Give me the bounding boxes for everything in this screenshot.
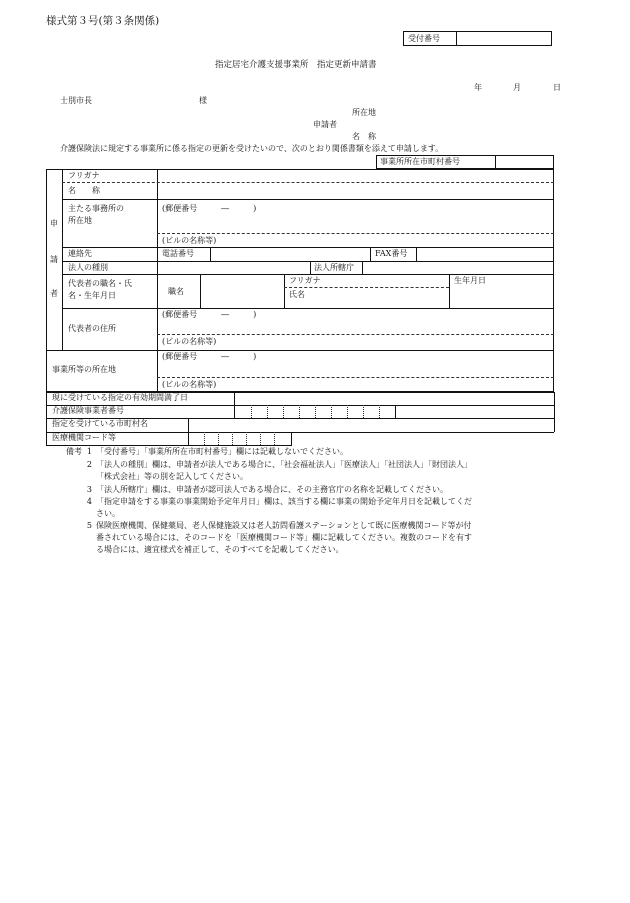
- main-office-label-1: 主たる事務所の: [68, 204, 124, 213]
- facility-postal: (郵便番号 ― ): [162, 352, 257, 361]
- note-5-line-3: る場合には、適宜様式を補正して、そのすべてを記載してください。: [96, 545, 344, 554]
- applicant-address-label: 所在地: [352, 108, 376, 117]
- insurer-number-label: 介護保険事業者番号: [52, 406, 124, 415]
- note-2-line-2: 「株式会社」等の別を記入してください。: [96, 472, 248, 481]
- addressee-mayor: 士別市長: [60, 96, 92, 105]
- addressee-honorific: 様: [199, 96, 207, 105]
- designating-municipality-label: 指定を受けている市町村名: [52, 419, 148, 428]
- note-4-number: 4: [86, 497, 92, 506]
- note-3-number: 3: [86, 485, 92, 494]
- facility-building: (ビルの名称等): [162, 380, 217, 389]
- expiry-label: 現に受けている指定の有効期間満了日: [52, 393, 188, 402]
- municipality-code-label: 事業所所在市町村番号: [380, 157, 460, 166]
- date-year: 年: [474, 83, 482, 92]
- declaration-text: 介護保険法に規定する事業所に係る指定の更新を受けたいので、次のとおり関係書類を添えて申請します。: [60, 144, 444, 153]
- name-label: 名 称: [68, 186, 100, 195]
- rep-address-label: 代表者の住所: [68, 324, 116, 333]
- rep-name-label: 氏名: [289, 290, 305, 299]
- rep-address-postal: (郵便番号 ― ): [162, 310, 257, 319]
- rep-label-2: 名・生年月日: [68, 291, 116, 300]
- side-label-1: 申: [50, 219, 58, 228]
- date-month: 月: [513, 83, 521, 92]
- note-5-number: 5: [86, 521, 92, 530]
- phone-label: 電話番号: [162, 249, 194, 258]
- medical-code-label: 医療機関コード等: [52, 433, 116, 442]
- note-1-number: 1: [86, 447, 92, 456]
- date-day: 日: [553, 83, 561, 92]
- applicant-label: 申請者: [313, 120, 337, 129]
- side-label-2: 請: [50, 255, 58, 264]
- form-title: 指定居宅介護支援事業所 指定更新申請書: [215, 60, 377, 70]
- receipt-number-label: 受付番号: [408, 34, 440, 43]
- fax-label: FAX番号: [375, 249, 408, 258]
- notes-head: 備考: [66, 447, 82, 456]
- facility-address-label: 事業所等の所在地: [52, 365, 116, 374]
- applicant-name-label: 名 称: [352, 132, 376, 141]
- note-4-line-2: さい。: [96, 509, 120, 518]
- contact-label: 連絡先: [68, 249, 92, 258]
- note-5-line-1: 保険医療機関、保健薬局、老人保健施設又は老人訪問看護ステーションとして既に医療機関コード等が付: [96, 521, 472, 530]
- main-office-building: (ビルの名称等): [162, 236, 217, 245]
- form-number: 様式第３号(第３条関係): [46, 15, 160, 27]
- rep-label-1: 代表者の職名・氏: [68, 279, 132, 288]
- rep-birthdate-label: 生年月日: [454, 276, 486, 285]
- rep-furigana-label: フリガナ: [289, 276, 321, 285]
- corp-authority-label: 法人所轄庁: [314, 263, 354, 272]
- main-office-label-2: 所在地: [68, 216, 92, 225]
- side-label-3: 者: [50, 289, 58, 298]
- note-2-number: 2: [86, 460, 92, 469]
- furigana-label: フリガナ: [68, 171, 100, 180]
- rep-position-label: 職名: [168, 287, 184, 296]
- note-3-line-1: 「法人所轄庁」欄は、申請者が認可法人である場合に、その主務官庁の名称を記載してください。: [96, 485, 448, 494]
- rep-address-building: (ビルの名称等): [162, 337, 217, 346]
- note-2-line-1: 「法人の種別」欄は、申請者が法人である場合に、「社会福祉法人」「医療法人」「社団法人」「財団法人」: [96, 460, 472, 469]
- note-1-line-1: 「受付番号」「事業所所在市町村番号」欄には記載しないでください。: [96, 447, 348, 456]
- corp-type-label: 法人の種別: [68, 263, 108, 272]
- note-5-line-2: 番されている場合には、そのコードを「医療機関コード等」欄に記載してください。複数のコードを有す: [96, 533, 472, 542]
- main-office-postal: (郵便番号 ― ): [162, 204, 257, 213]
- note-4-line-1: 「指定申請をする事業の事業開始予定年月日」欄は、該当する欄に事業の開始予定年月日を記載してくだ: [96, 497, 472, 506]
